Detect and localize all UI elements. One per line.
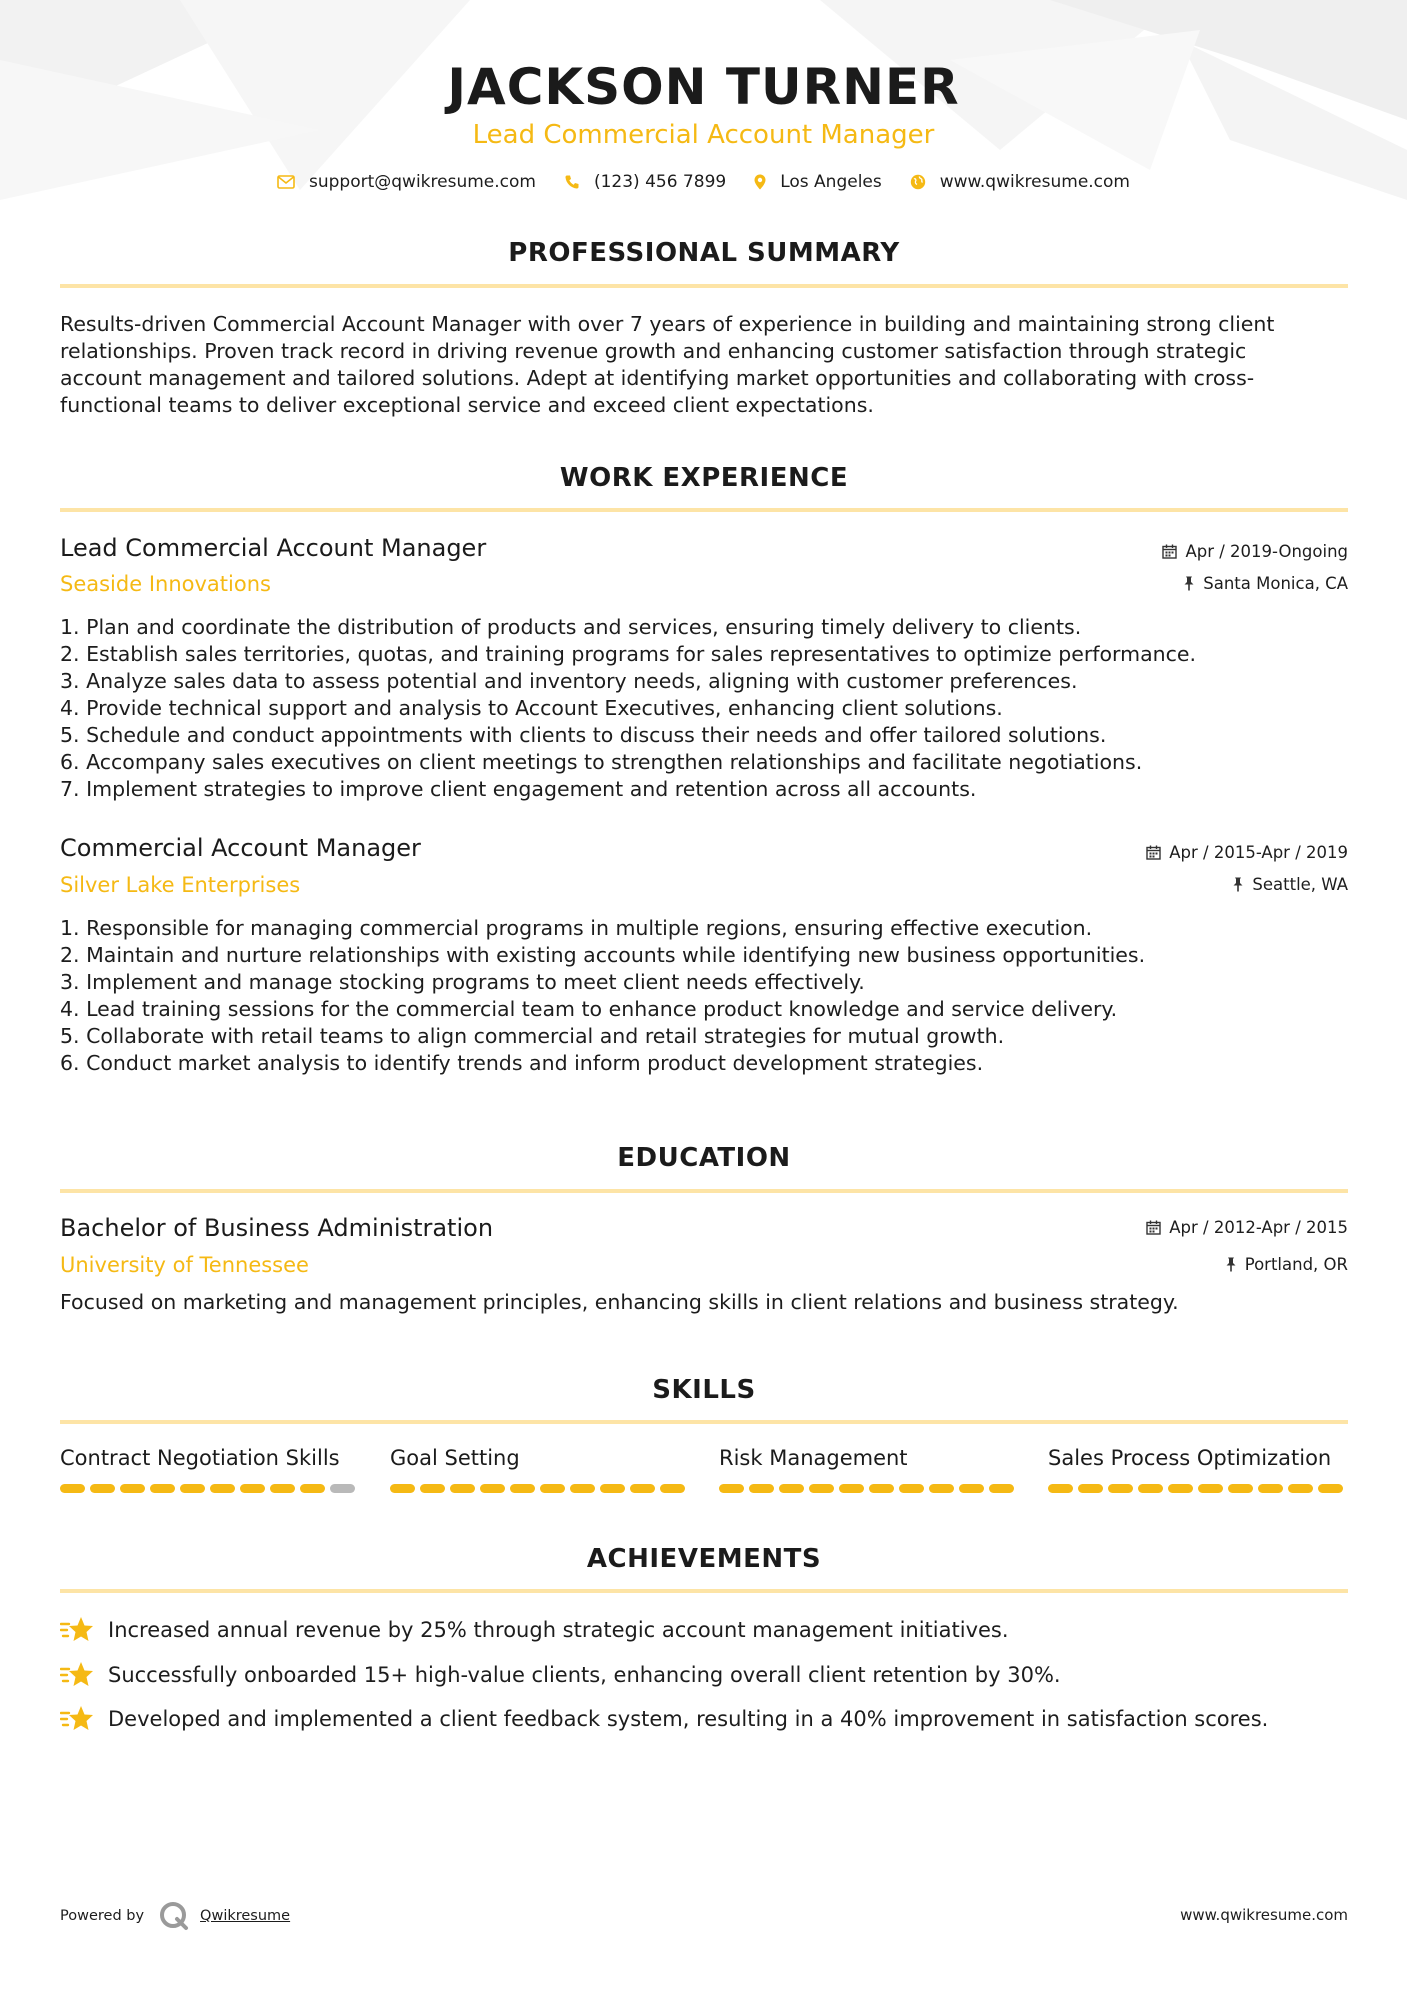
section-title-education: EDUCATION (617, 1143, 791, 1173)
skill-rating (1048, 1484, 1348, 1493)
skill-rating-dot (719, 1484, 744, 1493)
education-school: University of Tennessee (60, 1253, 309, 1277)
skill-rating-dot (1138, 1484, 1163, 1493)
summary-text (60, 311, 1348, 419)
job-location-text: Seattle, WA (1252, 875, 1348, 894)
skill-rating-dot (270, 1484, 295, 1493)
contact-email[interactable] (277, 172, 536, 192)
section-divider (60, 284, 1348, 288)
skill-rating-dot (1168, 1484, 1193, 1493)
section-divider (60, 1589, 1348, 1593)
summary-line: relationships. Proven track record in driving revenue growth and enhancing customer satisfaction through strategic (60, 339, 1247, 363)
calendar-icon (1162, 544, 1177, 559)
education-degree: Bachelor of Business Administration (60, 1214, 494, 1242)
job-company: Silver Lake Enterprises (60, 873, 301, 897)
job-date-text: Apr / 2019-Ongoing (1185, 542, 1348, 561)
summary-line: account management and tailored solutions. Adept at identifying market opportunities and collaborating with cross- (60, 366, 1255, 390)
skill-rating-dot (180, 1484, 205, 1493)
contact-phone-text: (123) 456 7899 (593, 172, 727, 192)
list-item: 5. Schedule and conduct appointments with clients to discuss their needs and offer tailored solutions. (60, 723, 1107, 747)
skill-rating (719, 1484, 1019, 1493)
achievement-text: Successfully onboarded 15+ high-value clients, enhancing overall client retention by 30%. (108, 1663, 1061, 1687)
job-date (1146, 843, 1348, 862)
star-icon (60, 1615, 94, 1645)
summary-line: functional teams to deliver exceptional service and exceed client expectations. (60, 393, 874, 417)
skill-rating-dot (809, 1484, 834, 1493)
candidate-name: JACKSON TURNER (447, 58, 960, 116)
contact-location-text: Los Angeles (780, 172, 882, 192)
skill-rating-dot (1258, 1484, 1283, 1493)
list-item: 2. Maintain and nurture relationships with existing accounts while identifying new business opportunities. (60, 943, 1146, 967)
footer-powered-by (60, 1900, 290, 1932)
skill-item (60, 1446, 360, 1470)
job-location (1232, 875, 1348, 894)
powered-by-label: Powered by (60, 1908, 145, 1924)
qwikresume-link[interactable]: Qwikresume (200, 1908, 291, 1924)
list-item: 1. Plan and coordinate the distribution of products and services, ensuring timely delivery to clients. (60, 615, 1082, 639)
section-divider (60, 508, 1348, 512)
envelope-icon (277, 175, 295, 189)
section-divider (60, 1420, 1348, 1424)
section-divider (60, 1189, 1348, 1193)
skill-rating-dot (1288, 1484, 1313, 1493)
calendar-icon (1146, 1220, 1161, 1235)
skill-rating-dot (120, 1484, 145, 1493)
skill-item (390, 1446, 690, 1470)
skill-item (1048, 1446, 1348, 1470)
skill-rating-dot (929, 1484, 954, 1493)
job-title: Commercial Account Manager (60, 834, 421, 862)
skill-rating-dot (959, 1484, 984, 1493)
skill-rating-dot (150, 1484, 175, 1493)
skill-rating (60, 1484, 360, 1493)
skill-rating-dot (1078, 1484, 1103, 1493)
skill-rating-dot (240, 1484, 265, 1493)
contact-website-text: www.qwikresume.com (939, 172, 1130, 192)
skill-rating-dot (420, 1484, 445, 1493)
globe-icon (910, 174, 926, 190)
skill-rating-dot (600, 1484, 625, 1493)
skill-rating-dot (450, 1484, 475, 1493)
achievement-text: Increased annual revenue by 25% through strategic account management initiatives. (108, 1618, 1009, 1642)
section-title-skills: SKILLS (652, 1375, 756, 1405)
skill-rating-dot (540, 1484, 565, 1493)
skill-rating-dot (90, 1484, 115, 1493)
skill-rating-dot (1318, 1484, 1343, 1493)
education-location (1225, 1255, 1348, 1274)
job-responsibilities (60, 915, 1348, 1077)
summary-line: Results-driven Commercial Account Manager with over 7 years of experience in building and maintaining strong client (60, 312, 1275, 336)
achievement-item (60, 1704, 1348, 1734)
list-item: 4. Provide technical support and analysis to Account Executives, enhancing client solutions. (60, 696, 1003, 720)
skill-rating-dot (60, 1484, 85, 1493)
list-item: 6. Conduct market analysis to identify trends and inform product development strategies. (60, 1051, 984, 1075)
achievement-item (60, 1660, 1348, 1690)
skill-rating-dot (749, 1484, 774, 1493)
star-icon (60, 1660, 94, 1690)
skill-rating (390, 1484, 690, 1493)
skill-rating-dot (390, 1484, 415, 1493)
job-date (1162, 542, 1348, 561)
skill-rating-dot (1108, 1484, 1133, 1493)
job-title: Lead Commercial Account Manager (60, 534, 487, 562)
job-company: Seaside Innovations (60, 572, 271, 596)
map-pin-icon (754, 174, 766, 190)
achievement-text: Developed and implemented a client feedback system, resulting in a 40% improvement in satisfaction scores. (108, 1707, 1269, 1731)
footer-website[interactable]: www.qwikresume.com (1180, 1906, 1348, 1924)
star-icon (60, 1704, 94, 1734)
skill-rating-dot (660, 1484, 685, 1493)
phone-icon (564, 174, 580, 190)
list-item: 3. Implement and manage stocking programs to meet client needs effectively. (60, 970, 865, 994)
skill-rating-dot (899, 1484, 924, 1493)
section-title-experience: WORK EXPERIENCE (559, 463, 849, 493)
section-title-achievements: ACHIEVEMENTS (586, 1544, 822, 1574)
contact-bar (0, 172, 1407, 192)
skill-rating-dot (210, 1484, 235, 1493)
skill-rating-dot (779, 1484, 804, 1493)
skill-rating-dot (1048, 1484, 1073, 1493)
list-item: 7. Implement strategies to improve client engagement and retention across all accounts. (60, 777, 977, 801)
skill-rating-dot (330, 1484, 355, 1493)
contact-website[interactable] (910, 172, 1130, 192)
list-item: 6. Accompany sales executives on client meetings to strengthen relationships and facilitate negotiations. (60, 750, 1143, 774)
skill-rating-dot (989, 1484, 1014, 1493)
skill-rating-dot (869, 1484, 894, 1493)
skill-rating-dot (1198, 1484, 1223, 1493)
pushpin-icon (1232, 877, 1244, 892)
pushpin-icon (1225, 1257, 1237, 1272)
skill-rating-dot (300, 1484, 325, 1493)
list-item: 4. Lead training sessions for the commercial team to enhance product knowledge and service delivery. (60, 997, 1118, 1021)
section-title-summary: PROFESSIONAL SUMMARY (508, 238, 900, 268)
list-item: 2. Establish sales territories, quotas, and training programs for sales representatives to optimize performance. (60, 642, 1197, 666)
education-description: Focused on marketing and management principles, enhancing skills in client relations and business strategy. (60, 1290, 1179, 1314)
skill-rating-dot (480, 1484, 505, 1493)
achievement-item (60, 1615, 1348, 1645)
calendar-icon (1146, 845, 1161, 860)
qwikresume-logo-icon (158, 1900, 190, 1932)
skill-name: Goal Setting (390, 1446, 520, 1470)
job-responsibilities (60, 614, 1348, 803)
list-item: 1. Responsible for managing commercial programs in multiple regions, ensuring effective execution. (60, 916, 1093, 940)
job-location-text: Santa Monica, CA (1203, 574, 1348, 593)
contact-email-text: support@qwikresume.com (309, 172, 536, 192)
pushpin-icon (1183, 576, 1195, 591)
skill-name: Contract Negotiation Skills (60, 1446, 340, 1470)
skill-rating-dot (510, 1484, 535, 1493)
contact-location (754, 172, 882, 192)
skill-rating-dot (630, 1484, 655, 1493)
skill-name: Risk Management (719, 1446, 908, 1470)
candidate-role: Lead Commercial Account Manager (472, 120, 935, 150)
job-date-text: Apr / 2015-Apr / 2019 (1169, 843, 1348, 862)
list-item: 5. Collaborate with retail teams to align commercial and retail strategies for mutual growth. (60, 1024, 1005, 1048)
education-date-text: Apr / 2012-Apr / 2015 (1169, 1218, 1348, 1237)
skill-rating-dot (1228, 1484, 1253, 1493)
skill-name: Sales Process Optimization (1048, 1446, 1332, 1470)
job-location (1183, 574, 1348, 593)
contact-phone[interactable] (564, 172, 726, 192)
skill-rating-dot (570, 1484, 595, 1493)
list-item: 3. Analyze sales data to assess potential and inventory needs, aligning with customer preferences. (60, 669, 1078, 693)
skill-rating-dot (839, 1484, 864, 1493)
skill-item (719, 1446, 1019, 1470)
education-location-text: Portland, OR (1244, 1255, 1348, 1274)
education-date (1146, 1218, 1348, 1237)
